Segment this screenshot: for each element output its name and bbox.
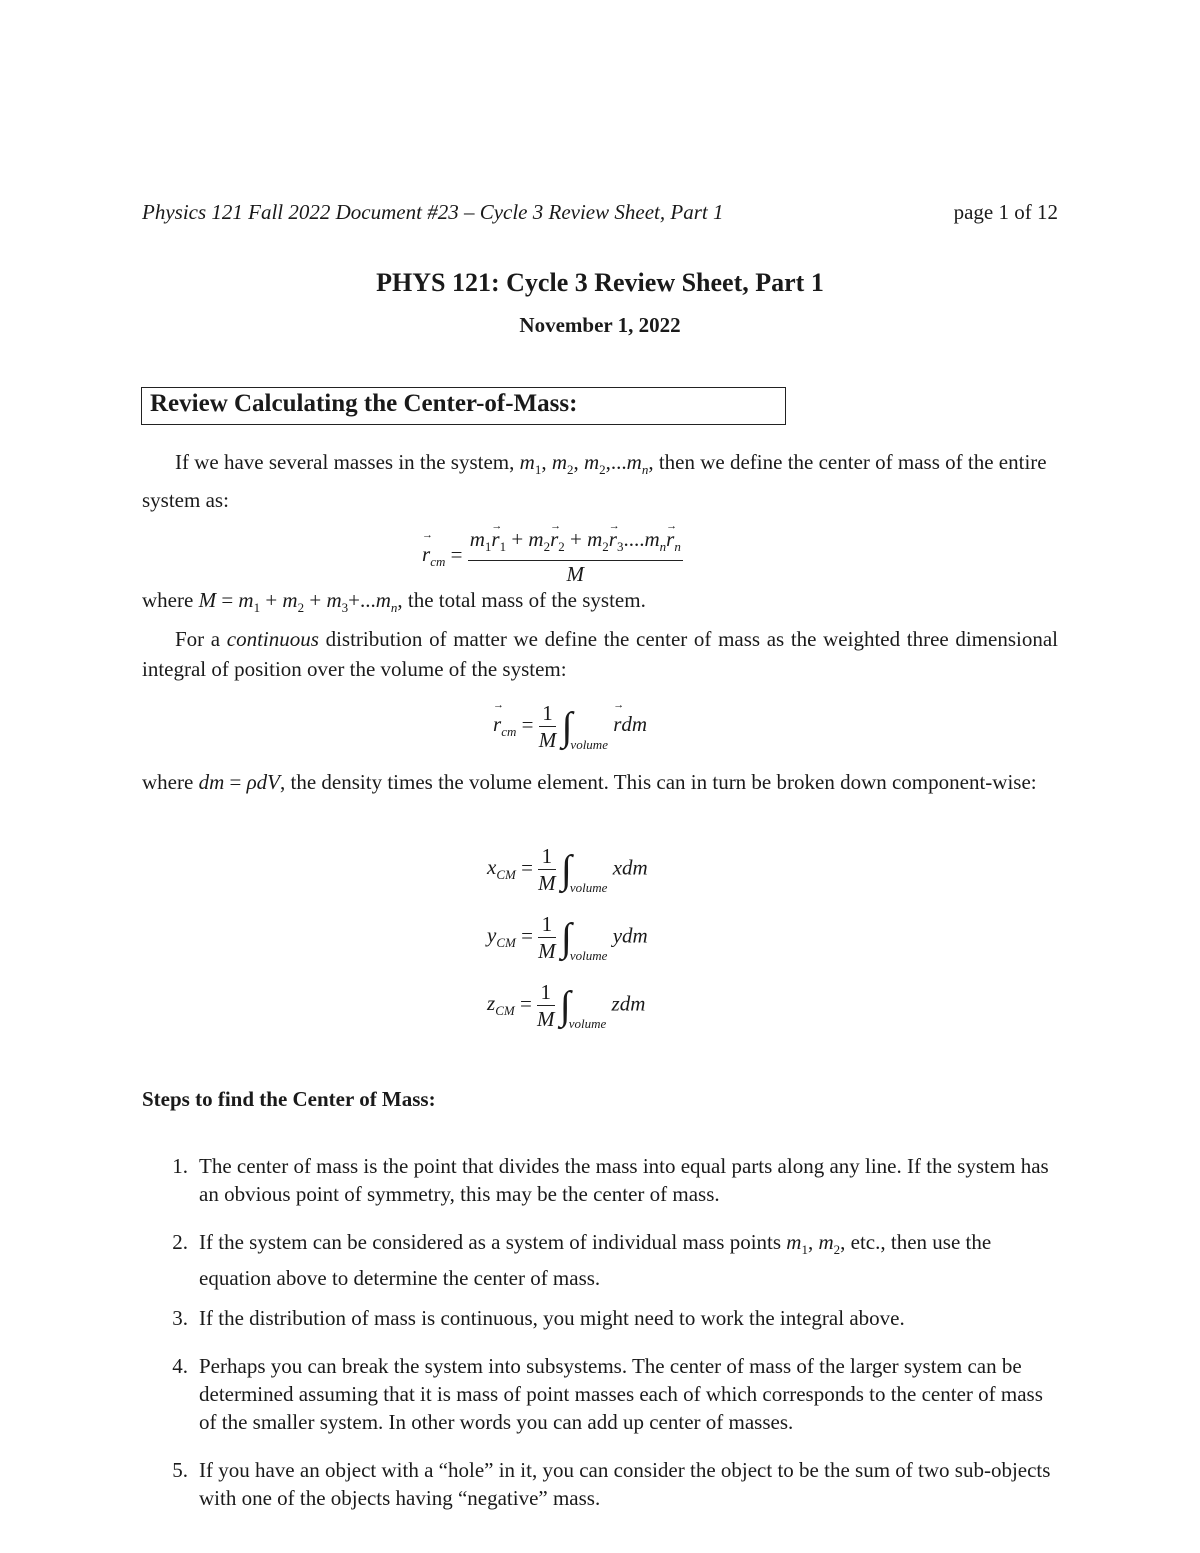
paragraph-density: where dm = ρdV, the density times the volume element. This can in turn be broken down component-wise:: [142, 770, 1037, 794]
equation-continuous-com: → $r_{cm}$ = $\frac{1}{M}$ $\int_{volume}$ → rdm: [493, 700, 647, 753]
paragraph-intro: If we have several masses in the system, $m_1$, $m_2$, $m_2,...m_n$, then we define the center of mass of the entire system as:: [142, 450, 1047, 513]
document-date: November 1, 2022: [519, 313, 681, 337]
section-heading: Review Calculating the Center-of-Mass:: [150, 390, 578, 417]
paragraph-continuous: For a continuous distribution of matter we define the center of mass as the weighted three dimensional integral of position over the volume of the system:: [142, 627, 1059, 681]
page-number: page 1 of 12: [953, 200, 1058, 224]
document-title: PHYS 121: Cycle 3 Review Sheet, Part 1: [376, 268, 824, 297]
equation-x-cm: $x_{CM}$ = $\frac{1}{M}$ $\int_{volume}$ xdm: [487, 844, 648, 896]
section-heading-box: [141, 387, 786, 425]
equation-y-cm: $y_{CM}$ = $\frac{1}{M}$ $\int_{volume}$ ydm: [487, 912, 648, 964]
equation-discrete-com: → $r_{cm}$ = $\frac{m_1\to r_1 + m_2\to r_2 + m_2\to r_3....m_n\to r_n}{M}$: [422, 526, 683, 587]
paragraph-total-mass: where $M = m_1 + m_2 + m_3+...m_n$, the total mass of the system.: [142, 588, 646, 616]
steps-heading: Steps to find the Center of Mass:: [142, 1087, 436, 1111]
equation-z-cm: $z_{CM}$ = $\frac{1}{M}$ $\int_{volume}$ zdm: [487, 980, 646, 1032]
running-header-title: Physics 121 Fall 2022 Document #23 – Cycle 3 Review Sheet, Part 1: [142, 200, 724, 224]
